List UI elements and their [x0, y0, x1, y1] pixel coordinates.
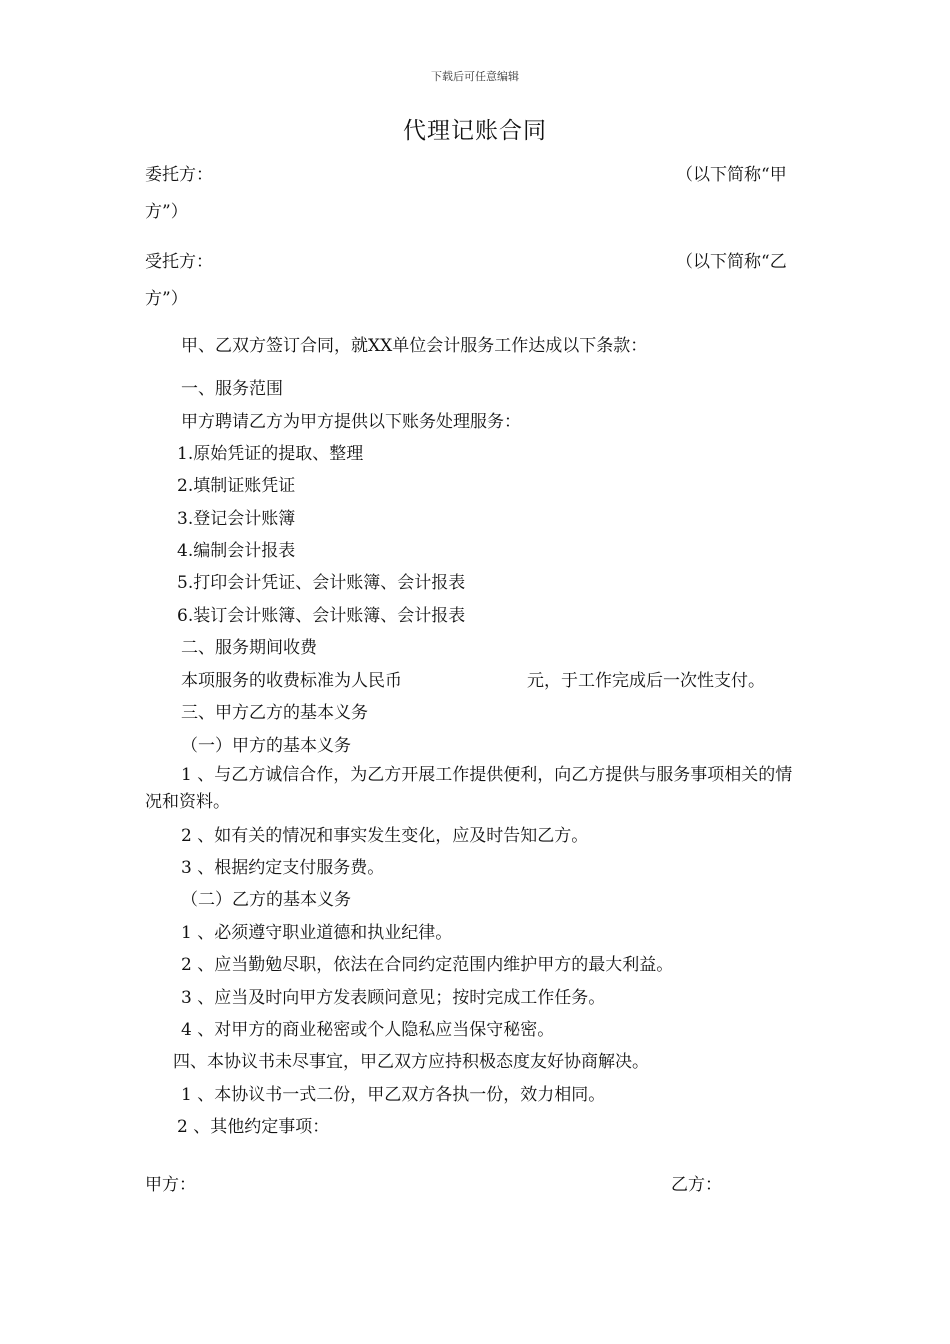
signature-party-a: 甲方：: [145, 1175, 196, 1195]
page-title: 代理记账合同: [403, 118, 547, 144]
intro-paragraph: 甲、乙双方签订合同，就XX单位会计服务工作达成以下条款：: [181, 336, 648, 356]
fee-text-right: 元，于工作完成后一次性支付。: [527, 671, 765, 691]
party-b-duties-heading: （二）乙方的基本义务: [181, 890, 351, 910]
party-a-duty-1: 1 、与乙方诚信合作，为乙方开展工作提供便利，向乙方提供与服务事项相关的情况和资料。: [145, 765, 793, 812]
section1-heading: 一、服务范围: [181, 379, 283, 399]
party-b-duty: 2 、应当勤勉尽职，依法在合同约定范围内维护甲方的最大利益。: [181, 955, 674, 975]
client-alias-line2: 方”）: [145, 202, 188, 222]
service-item: 5.打印会计凭证、会计账簿、会计报表: [177, 573, 466, 593]
party-a-duty-2: 2 、如有关的情况和事实发生变化，应及时告知乙方。: [181, 826, 589, 846]
service-item: 3.登记会计账簿: [177, 509, 296, 529]
section4-heading: 四、本协议书未尽事宜，甲乙双方应持积极态度友好协商解决。: [173, 1052, 649, 1072]
party-b-duty: 3 、应当及时向甲方发表顾问意见；按时完成工作任务。: [181, 988, 606, 1008]
service-item: 6.装订会计账簿、会计账簿、会计报表: [177, 606, 466, 626]
fee-text-left: 本项服务的收费标准为人民币: [181, 671, 402, 691]
agent-alias-line1: （以下简称“乙: [676, 252, 787, 272]
section2-heading: 二、服务期间收费: [181, 638, 317, 658]
service-item: 1.原始凭证的提取、整理: [177, 444, 364, 464]
section3-heading: 三、甲方乙方的基本义务: [181, 703, 368, 723]
agent-label: 受托方：: [145, 252, 213, 272]
client-alias-line1: （以下简称“甲: [676, 165, 787, 185]
client-label: 委托方：: [145, 165, 213, 185]
section4-item-2: 2 、其他约定事项：: [177, 1117, 330, 1137]
service-item: 2.填制证账凭证: [177, 476, 296, 496]
service-item: 4.编制会计报表: [177, 541, 296, 561]
agent-alias-line2: 方”）: [145, 289, 188, 309]
section4-item-1: 1 、本协议书一式二份，甲乙双方各执一份，效力相同。: [181, 1085, 606, 1105]
party-b-duty: 4 、对甲方的商业秘密或个人隐私应当保守秘密。: [181, 1020, 555, 1040]
party-b-duty: 1 、必须遵守职业道德和执业纪律。: [181, 923, 453, 943]
header-note: 下载后可任意编辑: [431, 70, 519, 83]
section1-lead: 甲方聘请乙方为甲方提供以下账务处理服务：: [181, 412, 521, 432]
party-a-duty-3: 3 、根据约定支付服务费。: [181, 858, 385, 878]
signature-party-b: 乙方：: [671, 1175, 722, 1195]
party-a-duties-heading: （一）甲方的基本义务: [181, 736, 351, 756]
